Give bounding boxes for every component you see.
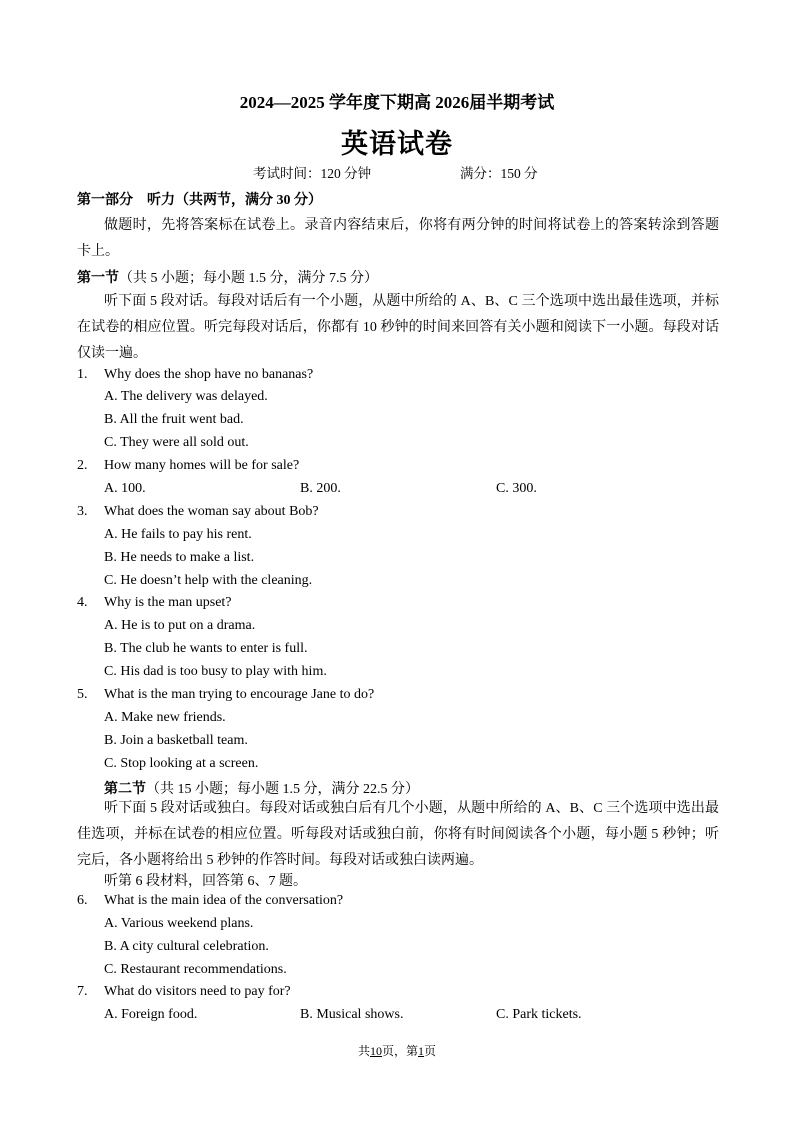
option: C. Park tickets. (496, 1007, 582, 1022)
question-text: Why is the man upset? (104, 595, 232, 610)
question-number: 1. (77, 367, 88, 382)
question-text: How many homes will be for sale? (104, 458, 300, 473)
option: B. Musical shows. (300, 1007, 404, 1022)
section2-heading: 第二节 (104, 782, 146, 797)
current-page: 1 (418, 1044, 424, 1058)
option: B. A city cultural celebration. (104, 939, 269, 954)
section2-heading-line (104, 778, 419, 798)
section2-instructions: 听下面 5 段对话或独白。每段对话或独白后有几个小题，从题中所给的 A、B、C 三个选项中选出最佳选项，并标在试卷的相应位置。听每段对话或独白前，你将有时间阅读各个小题，每小题 5 秒钟；听完后，各小题将给出 5 秒钟的作答时间。每段对话或独白读两遍。 (77, 801, 719, 868)
option: C. Stop looking at a screen. (104, 756, 259, 771)
material-6-label: 听第 6 段材料，回答第 6、7 题。 (104, 874, 307, 889)
option: B. The club he wants to enter is full. (104, 641, 308, 656)
option: A. Make new friends. (104, 710, 226, 725)
option: A. 100. (104, 481, 146, 496)
exam-time: 考试时间：120 分钟 (253, 166, 372, 181)
page-footer (0, 1042, 794, 1059)
question-text: What is the main idea of the conversation? (104, 893, 344, 908)
section2-note: （共 15 小题；每小题 1.5 分，满分 22.5 分） (146, 782, 419, 797)
question-text: What does the woman say about Bob? (104, 504, 319, 519)
option: A. He fails to pay his rent. (104, 527, 252, 542)
question-number: 6. (77, 893, 88, 908)
question-text: What do visitors need to pay for? (104, 984, 291, 999)
exam-score: 满分：150 分 (460, 166, 538, 181)
option: C. His dad is too busy to play with him. (104, 664, 327, 679)
option: A. He is to put on a drama. (104, 618, 256, 633)
part1-instructions: 做题时，先将答案标在试卷上。录音内容结束后，你将有两分钟的时间将试卷上的答案转涂到答题卡上。 (77, 218, 719, 259)
total-pages: 10 (369, 1044, 382, 1058)
exam-title: 2024—2025 学年度下期高 2026届半期考试 (239, 93, 555, 112)
option: B. He needs to make a list. (104, 550, 255, 565)
part1-heading: 第一部分 听力（共两节，满分 30 分） (77, 193, 322, 208)
footer-suffix: 页 (424, 1044, 437, 1058)
footer-prefix: 共 (357, 1044, 370, 1058)
option: C. 300. (496, 481, 537, 496)
option: A. Various weekend plans. (104, 916, 254, 931)
option: C. Restaurant recommendations. (104, 962, 287, 977)
footer-mid: 页，第 (381, 1044, 418, 1058)
subject-title: 英语试卷 (341, 129, 453, 159)
question-number: 4. (77, 595, 88, 610)
option: C. They were all sold out. (104, 435, 249, 450)
question-number: 3. (77, 504, 88, 519)
question-text: Why does the shop have no bananas? (104, 367, 314, 382)
section1-instructions: 听下面 5 段对话。每段对话后有一个小题，从题中所给的 A、B、C 三个选项中选出最佳选项，并标在试卷的相应位置。听完每段对话后，你都有 10 秒钟的时间来回答有关小题和阅读下一小题。每段对话仅读一遍。 (77, 294, 719, 361)
section1-note: （共 5 小题；每小题 1.5 分，满分 7.5 分） (119, 271, 378, 286)
option: B. Join a basketball team. (104, 733, 248, 748)
option: C. He doesn’t help with the cleaning. (104, 573, 313, 588)
question-number: 7. (77, 984, 88, 999)
option: B. All the fruit went bad. (104, 412, 244, 427)
question-number: 5. (77, 687, 88, 702)
question-text: What is the man trying to encourage Jane to do? (104, 687, 375, 702)
option: B. 200. (300, 481, 341, 496)
option: A. Foreign food. (104, 1007, 198, 1022)
section1-heading: 第一节 (77, 271, 119, 286)
section1-heading-line (77, 267, 378, 287)
question-number: 2. (77, 458, 88, 473)
option: A. The delivery was delayed. (104, 389, 268, 404)
